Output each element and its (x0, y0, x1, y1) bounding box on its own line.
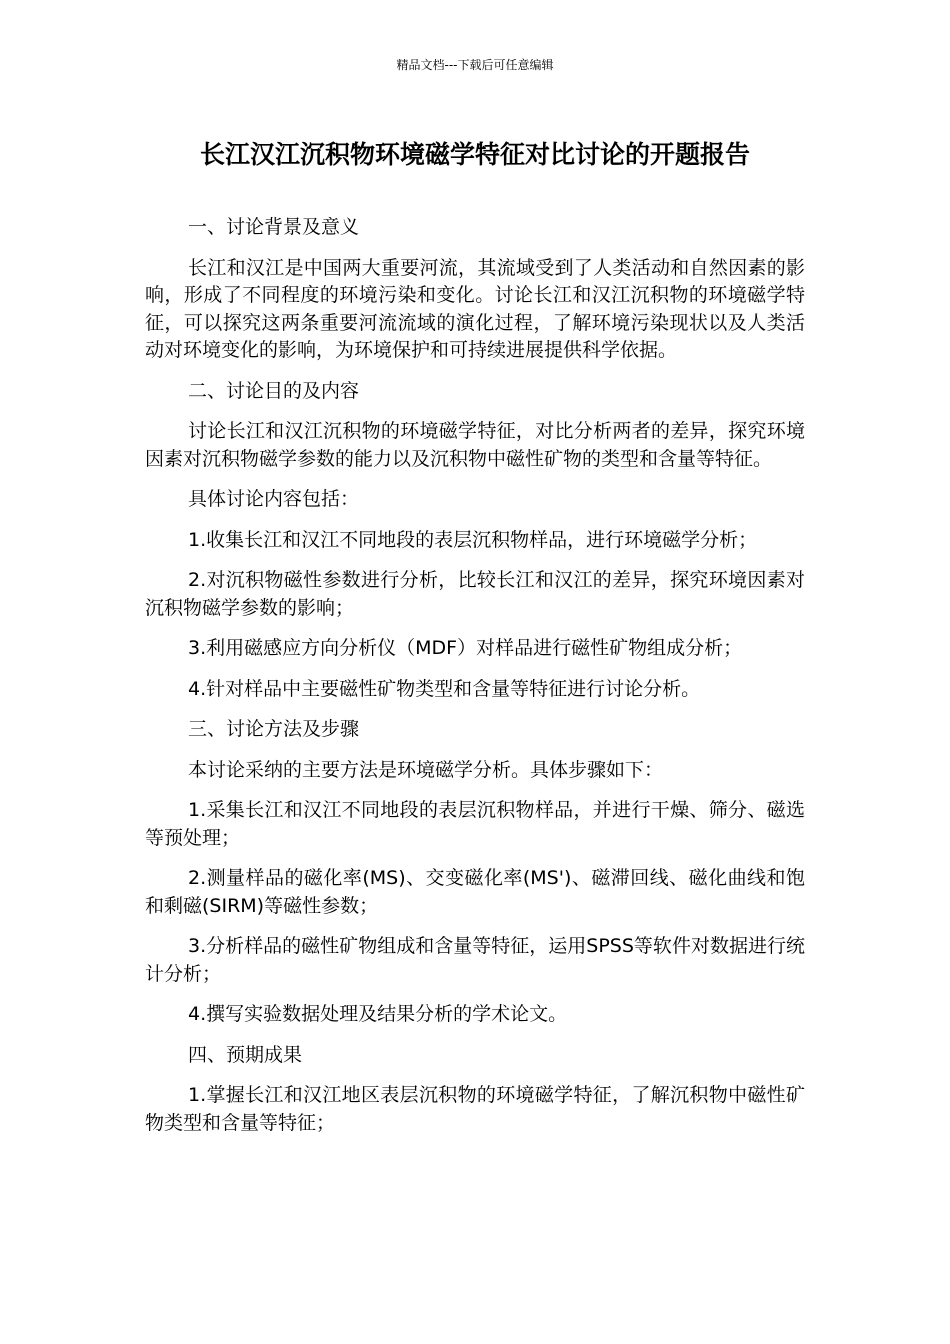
content-item: 4.针对样品中主要磁性矿物类型和含量等特征进行讨论分析。 (188, 677, 701, 700)
document-body (145, 214, 805, 1150)
section-heading-methods: 三、讨论方法及步骤 (188, 718, 360, 740)
section-heading-background: 一、讨论背景及意义 (188, 216, 360, 238)
content-item: 2.对沉积物磁性参数进行分析，比较长江和汉江的差异，探究环境因素对沉积物磁学参数的影响； (145, 569, 805, 619)
content-intro: 具体讨论内容包括： (188, 488, 360, 510)
content-item: 1.收集长江和汉江不同地段的表层沉积物样品，进行环境磁学分析； (188, 528, 758, 551)
background-paragraph: 长江和汉江是中国两大重要河流，其流域受到了人类活动和自然因素的影响，形成了不同程度的环境污染和变化。讨论长江和汉江沉积物的环境磁学特征，可以探究这两条重要河流流域的演化过程，了解环境污染现状以及人类活动对环境变化的影响，为环境保护和可持续进展提供科学依据。 (145, 256, 805, 361)
section-heading-outcomes: 四、预期成果 (188, 1043, 303, 1066)
document-title: 长江汉江沉积物环境磁学特征对比讨论的开题报告 (199, 140, 750, 169)
objectives-paragraph: 讨论长江和汉江沉积物的环境磁学特征，对比分析两者的差异，探究环境因素对沉积物磁学参数的能力以及沉积物中磁性矿物的类型和含量等特征。 (145, 420, 805, 470)
method-step: 4.撰写实验数据处理及结果分析的学术论文。 (188, 1003, 568, 1025)
method-step: 1.采集长江和汉江不同地段的表层沉积物样品，并进行干燥、筛分、磁选等预处理； (145, 799, 805, 849)
outcome-item: 1.掌握长江和汉江地区表层沉积物的环境磁学特征，了解沉积物中磁性矿物类型和含量等特征； (145, 1084, 805, 1134)
page-header-note: 精品文档---下载后可任意编辑 (396, 58, 554, 72)
methods-intro: 本讨论采纳的主要方法是环境磁学分析。具体步骤如下： (188, 758, 664, 781)
method-step: 2.测量样品的磁化率(MS)、交变磁化率(MS')、磁滞回线、磁化曲线和饱和剩磁(SIRM)等磁性参数； (145, 867, 805, 917)
method-step: 3.分析样品的磁性矿物组成和含量等特征，运用SPSS等软件对数据进行统计分析； (145, 935, 805, 985)
section-heading-objectives: 二、讨论目的及内容 (188, 379, 360, 402)
content-item: 3.利用磁感应方向分析仪（MDF）对样品进行磁性矿物组成分析； (188, 637, 743, 659)
